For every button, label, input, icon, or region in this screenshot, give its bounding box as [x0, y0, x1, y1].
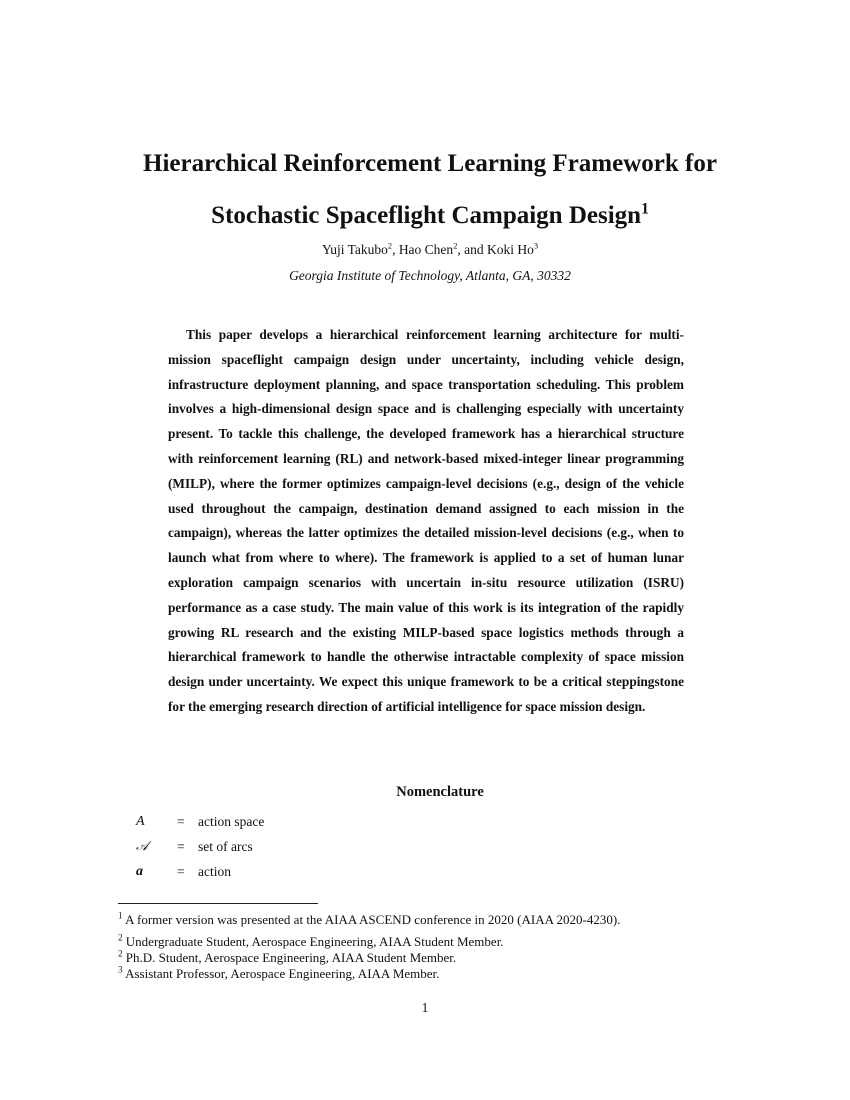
- footnote-mark: 2: [118, 948, 123, 959]
- nomenclature-symbol: a: [136, 864, 143, 879]
- footnote-mark: 3: [118, 964, 123, 975]
- author-mark: 2: [387, 241, 393, 251]
- page-number: 1: [421, 1000, 429, 1015]
- paper-title-text: Stochastic Spaceflight Campaign Design: [211, 202, 642, 229]
- footnote: [118, 934, 504, 950]
- footnote: [118, 950, 456, 966]
- author-list: [100, 242, 760, 258]
- affiliation: Georgia Institute of Technology, Atlanta, GA, 30332: [289, 268, 571, 283]
- author-name: Yuji Takubo: [321, 242, 388, 257]
- footnote-text: A former version was presented at the AIAA ASCEND conference in 2020 (AIAA 2020-4230).: [125, 912, 621, 927]
- nomenclature-equals: =: [177, 814, 185, 829]
- author-separator: , and: [457, 242, 487, 257]
- nomenclature-symbol: A: [136, 814, 145, 829]
- footnote-mark: 1: [118, 910, 123, 921]
- footnote-text: Assistant Professor, Aerospace Engineering, AIAA Member.: [125, 966, 440, 981]
- author-mark: 2: [453, 241, 458, 251]
- title-footnote-mark: 1: [641, 200, 649, 218]
- abstract: This paper develops a hierarchical reinforcement learning architecture for multi-mission spaceflight campaign design under uncertainty, including vehicle design, infrastructure deployment planning, and space transportation scheduling. This problem involves a high-dimensional design space and is challenging especially with uncertainty present. To tackle this challenge, the developed framework has a hierarchical structure with reinforcement learning (RL) and network-based mixed-integer linear programming (MILP), where the former optimizes campaign-level decisions (e.g., design of the vehicle used throughout the campaign, destination demand assigned to each mission in the campaign), whereas the latter optimizes the detailed mission-level decisions (e.g., when to launch what from where to where). The framework is applied to a set of human lunar exploration campaign scenarios with uncertain in-situ resource utilization (ISRU) performance as a case study. The main value of this work is its integration of the rapidly growing RL research and the existing MILP-based space logistics methods through a hierarchical framework to handle the otherwise intractable complexity of space mission design under uncertainty. We expect this unique framework to be a critical steppingstone for the emerging research direction of artificial intelligence for space mission design.: [168, 327, 684, 714]
- footnote-text: Ph.D. Student, Aerospace Engineering, AIAA Student Member.: [125, 950, 457, 965]
- nomenclature-equals: =: [177, 839, 185, 854]
- author-name: Hao Chen: [398, 242, 454, 257]
- author-name: Koki Ho: [487, 242, 534, 257]
- paper-title-line-1: Hierarchical Reinforcement Learning Framework for: [143, 150, 717, 177]
- author-separator: ,: [392, 242, 399, 257]
- nomenclature-definition: action space: [198, 814, 265, 829]
- footnote: [118, 912, 620, 928]
- footnote: [118, 966, 439, 982]
- author-mark: 3: [533, 241, 539, 251]
- nomenclature-definition: action: [198, 864, 231, 879]
- footnote-mark: 2: [118, 932, 123, 943]
- footnote-text: Undergraduate Student, Aerospace Engineering, AIAA Student Member.: [125, 934, 504, 949]
- paper-title-line-2: [100, 202, 760, 230]
- nomenclature-heading: Nomenclature: [396, 784, 484, 800]
- nomenclature-equals: =: [177, 864, 185, 879]
- nomenclature-symbol: 𝒜: [136, 839, 149, 854]
- footnote-divider: [118, 903, 318, 904]
- nomenclature-definition: set of arcs: [198, 839, 253, 854]
